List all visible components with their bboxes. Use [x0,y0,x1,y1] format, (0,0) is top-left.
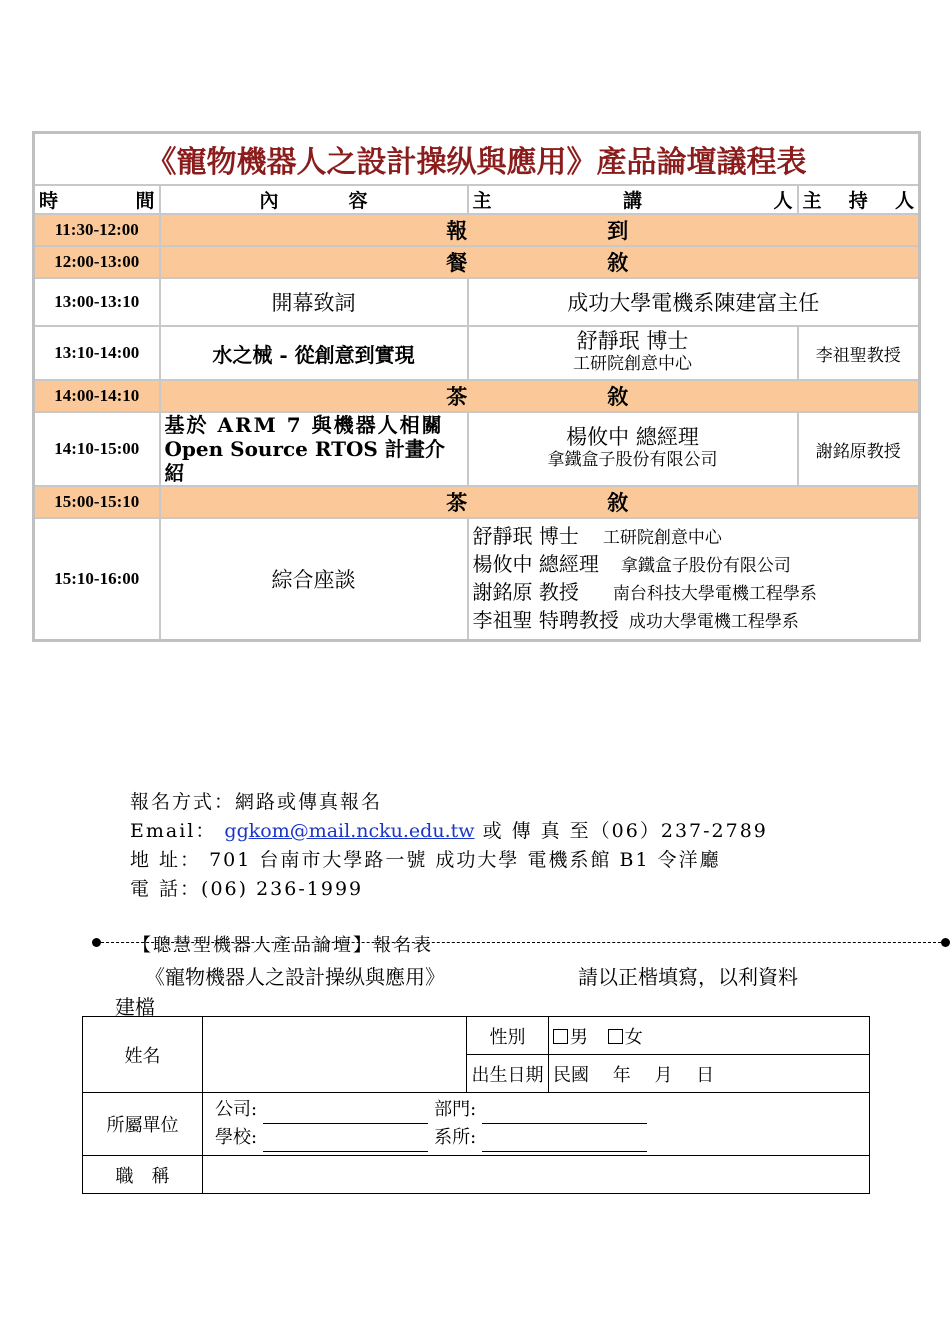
name-field[interactable] [203,1017,467,1093]
row-label: 報到 [160,214,920,246]
row-speaker: 舒靜珉 博士 工研院創意中心 [468,326,798,380]
row-content: 開幕致詞 [160,278,468,326]
faculty-field[interactable] [482,1133,647,1152]
company-field[interactable] [263,1105,428,1124]
affiliation-fields: 公司: 部門: 學校: 系所: [203,1093,870,1156]
row-time: 13:00-13:10 [34,278,160,326]
row-moderator: 李祖聖教授 [798,326,920,380]
agenda-title: 《寵物機器人之設計操纵與應用》產品論壇議程表 [34,133,920,186]
agenda-row [34,486,920,518]
email-link[interactable]: ggkom@mail.ncku.edu.tw [224,820,475,842]
form-title: 【聰慧型機器人產品論壇】報名表 [133,935,433,956]
address: 地 址： 701 台南市大學路一號 成功大學 電機系館 B1 令洋廳 [130,849,721,871]
cut-line-dot [941,938,950,947]
row-label: 茶敘 [160,486,920,518]
row-time: 14:00-14:10 [34,380,160,412]
agenda-row [34,518,920,640]
row-time: 12:00-13:00 [34,246,160,278]
registration-method: 報名方式：網路或傳真報名 [130,791,383,813]
male-checkbox[interactable] [553,1029,568,1044]
female-checkbox[interactable] [608,1029,623,1044]
agenda-row [34,246,920,278]
agenda-row [34,380,920,412]
row-time: 11:30-12:00 [34,214,160,246]
row-content: 基於 ARM 7 與機器人相關 Open Source RTOS 計畫介紹 [160,412,468,486]
dept-field[interactable] [482,1105,647,1124]
agenda-row [34,278,920,326]
gender-options: 男 女 [549,1017,870,1055]
agenda-header-row: 時 間 內 容 主 講 人 主 持 人 [34,185,920,214]
school-field[interactable] [263,1133,428,1152]
birth-field[interactable]: 民國 年 月 日 [549,1055,870,1093]
agenda-row [34,214,920,246]
job-title-field[interactable] [203,1156,870,1194]
form-subtitle: 《寵物機器人之設計操纵與應用》 [145,965,445,989]
job-title-label: 職 稱 [83,1156,203,1194]
row-label: 餐敘 [160,246,920,278]
row-time: 15:00-15:10 [34,486,160,518]
row-time: 15:10-16:00 [34,518,160,640]
affiliation-label: 所屬單位 [83,1093,203,1156]
gender-label: 性別 [467,1017,549,1055]
row-label: 茶敘 [160,380,920,412]
row-time: 14:10-15:00 [34,412,160,486]
row-speaker: 成功大學電機系陳建富主任 [468,278,920,326]
agenda-table [32,131,921,642]
row-content: 水之械 - 從創意到實現 [160,326,468,380]
row-speaker: 楊攸中 總經理 拿鐵盒子股份有限公司 [468,412,798,486]
panel-list: 舒靜珉 博士 工研院創意中心 楊攸中 總經理 拿鐵盒子股份有限公司 謝銘原 教授 南台科技大學電機工程學系 李祖聖 特聘教授 成功大學電機工程學系 [468,518,920,640]
agenda-row [34,412,920,486]
name-label: 姓名 [83,1017,203,1093]
form-note-2: 建檔 [115,995,155,1019]
phone: 電 話：(06) 236-1999 [130,878,364,900]
registration-form [82,1016,870,1194]
row-moderator: 謝銘原教授 [798,412,920,486]
registration-info: 報名方式：網路或傳真報名 Email： ggkom@mail.ncku.edu.tw 或 傳 真 至（06）237-2789 地 址： 701 台南市大學路一號 成功大學 電機系館 B1 令洋廳 電 話：(06) 236-1999 [130,788,768,904]
agenda-row [34,326,920,380]
form-note: 請以正楷填寫，以利資料 [578,965,798,989]
row-content: 綜合座談 [160,518,468,640]
birth-label: 出生日期 [467,1055,549,1093]
row-time: 13:10-14:00 [34,326,160,380]
